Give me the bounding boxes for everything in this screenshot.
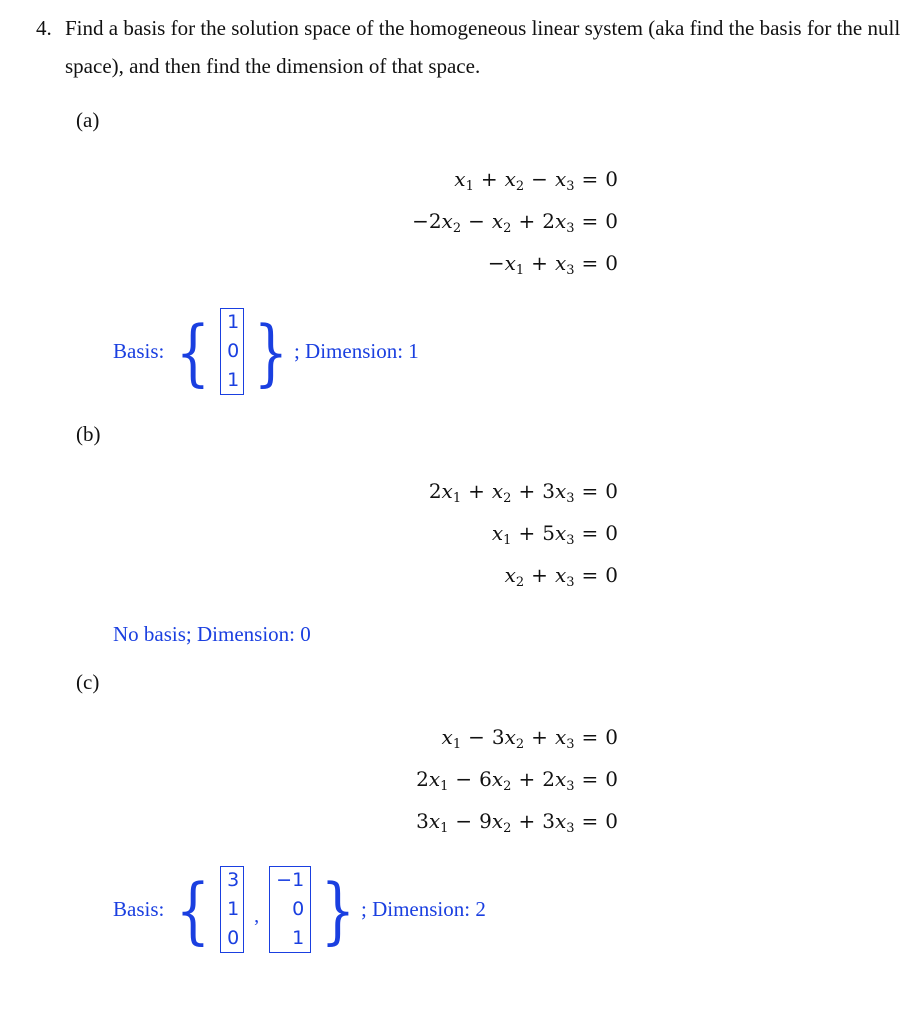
operator: −	[455, 767, 473, 791]
operator: +	[518, 809, 536, 833]
operator: =	[581, 725, 599, 749]
term: $6x_2$	[479, 767, 512, 794]
part-a-basis-label: Basis:	[113, 339, 165, 363]
part-a-equation-3	[412, 242, 618, 284]
vector-entry: 3	[227, 869, 240, 891]
term: 0	[605, 809, 618, 833]
operator: +	[518, 521, 536, 545]
vector-entry: 0	[227, 340, 240, 362]
part-c-vector-2	[265, 866, 315, 953]
vector-entry: 0	[227, 927, 240, 949]
vector-entry: 1	[292, 927, 305, 949]
operator: =	[581, 167, 599, 191]
operator: +	[531, 251, 548, 275]
term: $-2x_2$	[412, 209, 462, 236]
term: $3x_3$	[542, 809, 575, 836]
operator: −	[531, 167, 548, 191]
term: $x_2$	[491, 479, 512, 506]
term: $2x_1$	[416, 767, 449, 794]
part-a-answer	[113, 308, 419, 395]
operator: =	[581, 563, 599, 587]
term: 0	[605, 521, 618, 545]
term: $2x_1$	[428, 479, 462, 506]
part-b-equation-1	[429, 470, 618, 512]
term: $x_2$	[504, 167, 525, 194]
part-c-system	[416, 716, 618, 842]
part-b-equation-2	[429, 512, 618, 554]
part-a-system	[412, 158, 618, 284]
term: $x_1$	[491, 521, 512, 548]
part-a-vector-1	[216, 308, 248, 395]
operator: −	[455, 809, 473, 833]
part-b-equation-3	[429, 554, 618, 596]
vector-entry: 0	[292, 898, 305, 920]
operator: +	[531, 563, 548, 587]
term: 0	[605, 209, 618, 233]
operator: −	[468, 209, 485, 233]
vector-entry: 1	[227, 369, 240, 391]
right-brace-icon: }	[253, 309, 289, 394]
vector-entry: 1	[227, 898, 240, 920]
part-c-equation-3	[416, 800, 618, 842]
part-a-label: (a)	[76, 108, 100, 132]
term: $9x_2$	[479, 809, 512, 836]
term: 0	[605, 167, 618, 191]
operator: +	[518, 479, 536, 503]
part-c-equation-1	[416, 716, 618, 758]
part-c-label: (c)	[76, 670, 100, 694]
question-text-line2: space), and then find the dimension of that space.	[65, 54, 481, 78]
vector-entry: −1	[276, 869, 305, 891]
term: 0	[605, 563, 618, 587]
part-c-vector-1	[216, 866, 248, 953]
term: $x_3$	[554, 563, 575, 590]
term: $3x_1$	[416, 809, 449, 836]
part-c-equation-2	[416, 758, 618, 800]
operator: +	[480, 167, 498, 191]
left-brace-icon: {	[176, 867, 211, 952]
operator: +	[518, 209, 536, 233]
term: $x_2$	[504, 563, 525, 590]
term: $3x_3$	[542, 479, 575, 506]
term: $-x_1$	[487, 251, 525, 278]
part-a-dimension: ; Dimension: 1	[293, 339, 419, 363]
operator: =	[581, 251, 599, 275]
part-b-answer: No basis; Dimension: 0	[113, 622, 311, 646]
part-c-answer	[113, 866, 486, 953]
right-brace-icon: }	[320, 867, 356, 952]
left-brace-icon: {	[176, 309, 211, 394]
question-text-line1: Find a basis for the solution space of the homogeneous linear system (aka find the basis for the null	[65, 16, 901, 40]
term: $x_3$	[554, 725, 575, 752]
term: 0	[605, 767, 618, 791]
operator: +	[468, 479, 485, 503]
part-a-equation-1	[412, 158, 618, 200]
term: 0	[605, 725, 618, 749]
term: 0	[605, 479, 618, 503]
operator: =	[581, 521, 599, 545]
operator: +	[518, 767, 536, 791]
term: $x_1$	[454, 167, 474, 194]
vector-separator: ,	[254, 905, 260, 927]
part-a-equation-2	[412, 200, 618, 242]
operator: =	[581, 479, 599, 503]
operator: −	[468, 725, 485, 749]
term: $x_3$	[554, 251, 575, 278]
part-b-system	[429, 470, 618, 596]
operator: =	[581, 809, 599, 833]
term: $x_2$	[491, 209, 512, 236]
operator: +	[531, 725, 548, 749]
term: $2x_3$	[542, 767, 575, 794]
term: $5x_3$	[542, 521, 575, 548]
question-number: 4.	[36, 16, 52, 40]
term: $3x_2$	[491, 725, 525, 752]
term: $2x_3$	[542, 209, 575, 236]
operator: =	[581, 767, 599, 791]
vector-entry: 1	[227, 311, 240, 333]
part-c-basis-label: Basis:	[113, 897, 165, 921]
operator: =	[581, 209, 599, 233]
part-b-label: (b)	[76, 422, 101, 446]
term: $x_3$	[554, 167, 575, 194]
part-c-dimension: ; Dimension: 2	[360, 897, 486, 921]
term: 0	[605, 251, 618, 275]
term: $x_1$	[441, 725, 462, 752]
